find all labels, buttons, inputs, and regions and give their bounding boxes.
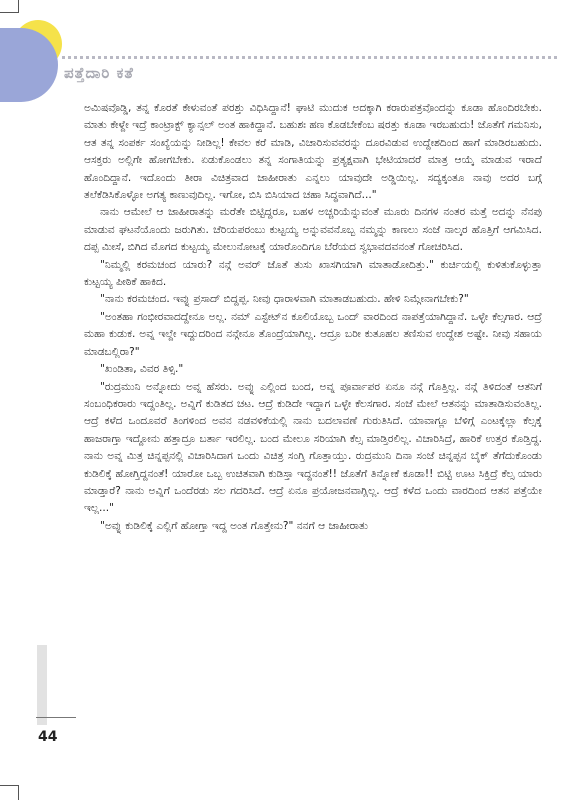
paragraph: "ಅಂತಹಾ ಗಂಭೀರವಾದದ್ದೇನೂ ಅಲ್ಲ. ನಮ್ ಎಸ್ಟೇಟ್‌ನ ಕೂಲಿಯೊಬ್ಬ ಒಂದ್ ವಾರದಿಂದ ನಾಪತ್ತೆಯಾಗಿದ್ದಾನೆ. ಒಳ್ಳೇ ಕೆಲ್ಸಗಾರ. ಆದ್ರೆ ಮಹಾ ಕುಡುಕ. ಅವ್ನ ಇಲ್ದೇ ಇದ್ದುದರಿಂದ ನನ್ಗೇನೂ ತೊಂದ್ರೆಯಾಗಿಲ್ಲ. ಆದ್ರೂ ಬರೀ ಕುತೂಹಲ ತಣಿಸುವ ಉದ್ದೇಶ ಅಷ್ಟೇ. ನೀವು ಸಹಾಯ ಮಾಡಬಲ್ಲಿರಾ?": [84, 310, 542, 358]
paragraph: "ರುದ್ರಮುನಿ ಅನ್ನೋದು ಅವ್ನ ಹೆಸರು. ಅವ್ನು ಎಲ್ಲಿಂದ ಬಂದ, ಅವ್ನ ಪೂರ್ವಾಪರ ಏನೂ ನನ್ಗೆ ಗೊತ್ತಿಲ್ಲ. ನನ್ಗೆ ತಿಳಿದಂತೆ ಆತನಿಗೆ ಸಂಬಂಧಿಕರಾರು ಇದ್ದಂತಿಲ್ಲ. ಅವ್ನಿಗೆ ಕುಡಿತದ ಚಟ. ಆದ್ರೆ ಕುಡಿದೇ ಇದ್ದಾಗ ಒಳ್ಳೇ ಕೆಲಸಗಾರ. ಸಂಜೆ ಮೇಲೆ ಆತನನ್ನು ಮಾತಾಡಿಸುವಂತಿಲ್ಲ. ಆದ್ರೆ ಕಳೆದ ಒಂದೂವರೆ ತಿಂಗಳಿಂದ ಅವನ ನಡವಳಿಕೆಯಲ್ಲಿ ನಾನು ಬದಲಾವಣೆ ಗುರುತಿಸಿದೆ. ಯಾವಾಗ್ಲೂ ಬೆಳಿಗ್ಗೆ ಎಂಟಕ್ಕೆಲ್ಲಾ ಕೆಲ್ಸಕ್ಕೆ ಹಾಜರಾಗ್ತಾ ಇದ್ದೋನು ಹತ್ತಾದ್ರೂ ಬರ್ತಾ ಇರಲಿಲ್ಲ. ಬಂದ ಮೇಲೂ ಸರಿಯಾಗಿ ಕೆಲ್ಸ ಮಾಡ್ತಿರಲಿಲ್ಲ. ವಿಚಾರಿಸಿದ್ರೆ, ಹಾರಿಕೆ ಉತ್ತರ ಕೊಡ್ತಿದ್ದ. ನಾನು ಅವ್ನ ಮಿತ್ರ ಚಿನ್ನಪ್ಪನಲ್ಲಿ ವಿಚಾರಿಸಿದಾಗ ಒಂದು ವಿಚಿತ್ರ ಸಂಗ್ತಿ ಗೊತ್ತಾಯ್ತು. ರುದ್ರಮುನಿ ದಿನಾ ಸಂಜೆ ಚಿನ್ನಪ್ಪನ ಬೈಕ್ ತೆಗೆದುಕೊಂಡು ಕುಡಿಲಿಕ್ಕೆ ಹೋಗ್ತಿದ್ದನಂತೆ! ಯಾರೋ ಒಬ್ಬ ಉಚಿತವಾಗಿ ಕುಡಿಸ್ತಾ ಇದ್ದನಂತೆ!! ಜೊತೆಗೆ ತಿನ್ನೋಕೆ ಕೂಡಾ!! ಬಿಟ್ಟಿ ಊಟ ಸಿಕ್ತಿದ್ರೆ ಕೆಲ್ಸ ಯಾರು ಮಾಡ್ತಾರೆ? ನಾನು ಅವ್ನಿಗೆ ಒಂದೆರಡು ಸಲ ಗದರಿಸಿದೆ. ಆದ್ರೆ ಏನೂ ಪ್ರಯೋಜನವಾಗ್ಲಿಲ್ಲ. ಆದ್ರೆ ಕಳೆದ ಒಂದು ವಾರದಿಂದ ಆತನ ಪತ್ತೆಯೇ ಇಲ್ಲ...": [84, 380, 542, 515]
page-number-rule: [36, 717, 76, 718]
paragraph: ನಾನು ಆಮೇಲೆ ಆ ಜಾಹೀರಾತನ್ನು ಮರೆತೇ ಬಿಟ್ಟಿದ್ದರೂ, ಬಹಳ ಅಚ್ಚರಿಯೆನ್ನುವಂತೆ ಮೂರು ದಿನಗಳ ನಂತರ ಮತ್ತೆ ಅದನ್ನು ನೆನಪು ಮಾಡುವ ಘಟನೆಯೊಂದು ಜರುಗಿತು. ಚೆರಿಯಪರಂಬು ಕುಟ್ಟಯ್ಯ ಅನ್ನುವವನೊಬ್ಬ ನಮ್ಮನ್ನು ಕಾಣಲು ಸಂಜೆ ನಾಲ್ಕರ ಹೊತ್ತಿಗೆ ಆಗಮಿಸಿದ. ದಪ್ಪ ಮೀಸೆ, ಬಿಗಿದ ಮೊಗದ ಕುಟ್ಟಯ್ಯ ಮೇಲುನೋಟಕ್ಕೆ ಯಾರೊಂದಿಗೂ ಬೆರೆಯದ ಸ್ವಭಾವದವನಂತೆ ಗೋಚರಿಸಿದ.: [84, 206, 542, 254]
header-dotted-rule: [62, 56, 557, 59]
crop-mark-top-left-v: [18, 0, 19, 13]
page-number: 44: [38, 729, 58, 745]
crop-mark-bottom-left-h: [0, 785, 18, 786]
paragraph: "ಖಂಡಿತಾ, ವಿವರ ತಿಳ್ಸಿ.": [100, 363, 184, 376]
crop-mark-top-left-h: [0, 12, 18, 13]
crop-mark-bottom-left-v: [18, 785, 19, 800]
paragraph: "ನಿಮ್ಮಲ್ಲಿ ಕರಮಚಂದ ಯಾರು? ನನ್ಗೆ ಅವರ್ ಜೊತೆ ತುಸು ಖಾಸಗಿಯಾಗಿ ಮಾತಾಡೋದಿತ್ತು." ಕುರ್ಚಿಯಲ್ಲಿ ಕುಳಿತುಕೊಳ್ಳುತ್ತಾ ಕುಟ್ಟಯ್ಯ ಪೀಠಿಕೆ ಹಾಕಿದ.: [84, 258, 542, 289]
section-title: ಪತ್ತೆದಾರಿ ಕತೆ: [64, 64, 134, 82]
story-text: [84, 100, 542, 535]
paragraph: "ನಾನು ಕರಮಚಂದ. ಇವ್ನು ಪ್ರಸಾದ್ ಬಿದ್ದಪ್ಪ. ನೀವು ಧಾರಾಳವಾಗಿ ಮಾತಾಡಬಹುದು. ಹೇಳಿ ನಿಮ್ಗೇನಾಗಬೇಕು?": [100, 293, 469, 306]
margin-bar: [37, 645, 47, 725]
paragraph: ಅಮಿಷವೊಡ್ಡಿ, ತನ್ನ ಕೊರತೆ ಕೇಳುವಂತೆ ಪರಶ್ತು ವಿಧಿಸಿದ್ದಾನೆ! ಘಾಟಿ ಮುದುಕ ಅದಕ್ಕಾಗಿ ಕರಾರುಪತ್ರವೊಂದನ್ನು ಕೂಡಾ ಹೊಂದಿರಬೇಕು. ಮಾತು ಕೇಳ್ದೇ ಇದ್ರೆ ಕಾಂಟ್ರಾಕ್ಟ್ ಕ್ಯಾನ್ಸಲ್ ಅಂತ ಹಾಕಿದ್ದಾನೆ. ಬಹುಶಃ ಹಣ ಕೊಡಬೇಕೆಂಬ ಷರತ್ತು ಕೂಡಾ ಇರಬಹುದು! ಜೊತೆಗೆ ಗಮನಿಸು, ಆತ ತನ್ನ ಸಂಪರ್ಕ ಸಂಖ್ಯೆಯನ್ನು ನೀಡಿಲ್ಲ! ಕೇವಲ ಕರೆ ಮಾಡಿ, ವಿಚಾರಿಸುವವರನ್ನು ದೂರವಿಡುವ ಉದ್ದೇಶದಿಂದ ಹಾಗೆ ಮಾಡಿರಬಹುದು. ಆಸಕ್ತರು ಅಲ್ಲಿಗೇ ಹೋಗಬೇಕು. ಏಡುಕೊಂಡಲು ತನ್ನ ಸಂಗಾತಿಯನ್ನು ಪ್ರತ್ಯಕ್ಷವಾಗಿ ಭೇಟಿಯಾದರೆ ಮಾತ್ರ ಆಯ್ಕೆ ಮಾಡುವ ಇರಾದೆ ಹೊಂದಿದ್ದಾನೆ. ಇದೊಂದು ತೀರಾ ವಿಚಿತ್ರವಾದ ಜಾಹೀರಾತು ಎನ್ನಲು ಯಾವುದೇ ಅಡ್ಡಿಯಿಲ್ಲ. ಸದ್ಯಕ್ಕಂತೂ ನಾವು ಅದರ ಬಗ್ಗೆ ತಲೆಕೆಡಿಸಿಕೊಳ್ಳೋ ಅಗತ್ಯ ಕಾಣುವುದಿಲ್ಲ. ಇಗೋ, ಬಿಸಿ ಬಿಸಿಯಾದ ಚಹಾ ಸಿದ್ಧವಾಗಿದೆ...": [84, 102, 542, 202]
paragraph: "ಅವ್ನು ಕುಡಿಲಿಕ್ಕೆ ಎಲ್ಲಿಗೆ ಹೋಗ್ತಾ ಇದ್ದ ಅಂತ ಗೊತ್ತೇನು?" ನನಗೆ ಆ ಜಾಹೀರಾತು: [100, 519, 368, 532]
